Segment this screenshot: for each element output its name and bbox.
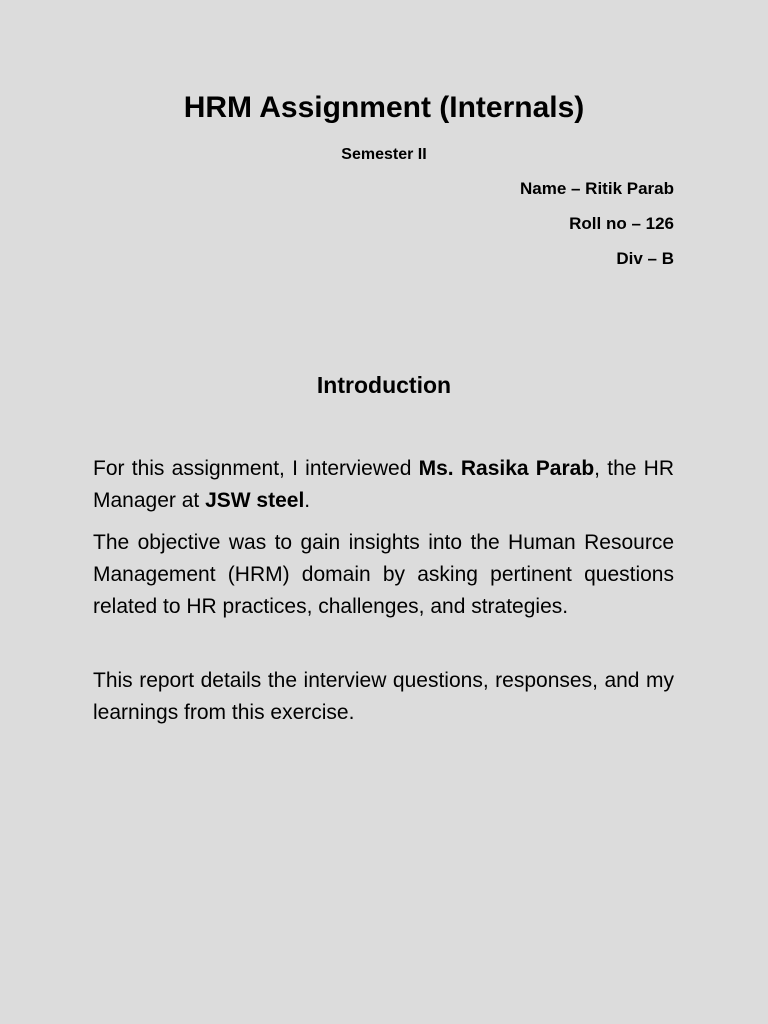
intro-paragraph-3: This report details the interview questions, responses, and my learnings from this exercise.	[93, 669, 674, 724]
para1-text-b: , the HR Manager at	[93, 457, 674, 512]
para1-text-a: For this assignment, I interviewed	[93, 457, 419, 480]
semester-label: Semester II	[341, 146, 427, 163]
student-name: Name – Ritik Parab	[519, 179, 674, 198]
company-name: JSW steel	[205, 489, 305, 512]
division: Div – B	[616, 249, 674, 268]
document-title: HRM Assignment (Internals)	[183, 91, 585, 124]
para1-text-c: .	[304, 489, 311, 512]
introduction-heading: Introduction	[316, 372, 452, 398]
intro-paragraph-1	[93, 453, 674, 517]
intro-paragraph-2: The objective was to gain insights into the Human Resource Management (HRM) domain by asking pertinent questions related to HR practices, challenges, and strategies.	[93, 531, 674, 618]
roll-number: Roll no – 126	[569, 214, 674, 233]
interviewee-name: Ms. Rasika Parab	[418, 457, 595, 480]
